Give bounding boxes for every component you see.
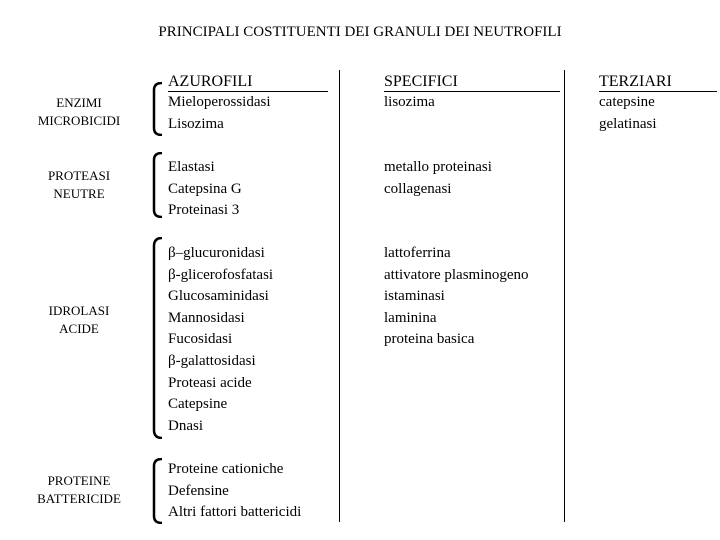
list-item: Mieloperossidasi bbox=[168, 94, 271, 110]
list-item: lisozima bbox=[384, 94, 435, 110]
list-item: Fucosidasi bbox=[168, 331, 233, 348]
list-item: gelatinasi bbox=[599, 115, 657, 132]
bracket-proteasi bbox=[150, 152, 164, 218]
list-item: attivatore plasminogeno bbox=[384, 266, 529, 283]
column-header-specifici: SPECIFICI bbox=[384, 73, 458, 90]
list-item: proteina basica bbox=[384, 331, 475, 348]
list-item: β–glucuronidasi bbox=[168, 245, 265, 261]
list-item: Mannosidasi bbox=[168, 309, 245, 326]
page-title: PRINCIPALI COSTITUENTI DEI GRANULI DEI NEUTROFILI bbox=[158, 24, 562, 40]
list-item: Catepsine bbox=[168, 396, 228, 413]
bracket-idrolasi bbox=[150, 237, 164, 439]
bracket-proteine bbox=[150, 458, 164, 524]
list-item: collagenasi bbox=[384, 180, 452, 197]
list-item: β-galattosidasi bbox=[168, 352, 256, 369]
list-item: Proteinasi 3 bbox=[168, 202, 240, 219]
list-item: Dnasi bbox=[168, 417, 203, 434]
cell-idrolasi-azurofili bbox=[168, 243, 273, 437]
list-item: Altri fattori battericidi bbox=[168, 504, 302, 521]
row-label-enzimi: ENZIMI MICROBICIDI bbox=[37, 95, 121, 128]
list-item: Lisozima bbox=[168, 115, 224, 132]
list-item: Proteasi acide bbox=[168, 374, 252, 391]
list-item: Catepsina G bbox=[168, 180, 242, 197]
cell-idrolasi-specifici bbox=[384, 243, 529, 351]
list-item: metallo proteinasi bbox=[384, 159, 492, 175]
list-item: catepsine bbox=[599, 94, 655, 110]
row-label-idrolasi: IDROLASI ACIDE bbox=[48, 303, 110, 336]
column-divider-1 bbox=[339, 70, 340, 522]
list-item: Glucosaminidasi bbox=[168, 288, 269, 305]
list-item: Defensine bbox=[168, 482, 229, 499]
row-label-proteine: PROTEINE BATTERICIDE bbox=[37, 473, 121, 506]
cell-proteasi-azurofili bbox=[168, 157, 242, 222]
bracket-enzimi bbox=[150, 82, 164, 136]
list-item: istaminasi bbox=[384, 288, 445, 305]
cell-enzimi-terziari bbox=[599, 92, 656, 135]
column-header-azurofili: AZUROFILI bbox=[168, 73, 253, 90]
cell-proteine-azurofili bbox=[168, 459, 301, 524]
cell-proteasi-specifici bbox=[384, 157, 492, 200]
column-header-terziari: TERZIARI bbox=[599, 73, 672, 90]
list-item: lattoferrina bbox=[384, 245, 451, 261]
list-item: Elastasi bbox=[168, 159, 215, 175]
cell-enzimi-azurofili bbox=[168, 92, 271, 135]
row-label-proteasi: PROTEASI NEUTRE bbox=[47, 168, 111, 201]
list-item: Proteine cationiche bbox=[168, 461, 284, 477]
list-item: laminina bbox=[384, 309, 437, 326]
list-item: β-glicerofosfatasi bbox=[168, 266, 274, 283]
cell-enzimi-specifici bbox=[384, 92, 435, 114]
column-divider-2 bbox=[564, 70, 565, 522]
